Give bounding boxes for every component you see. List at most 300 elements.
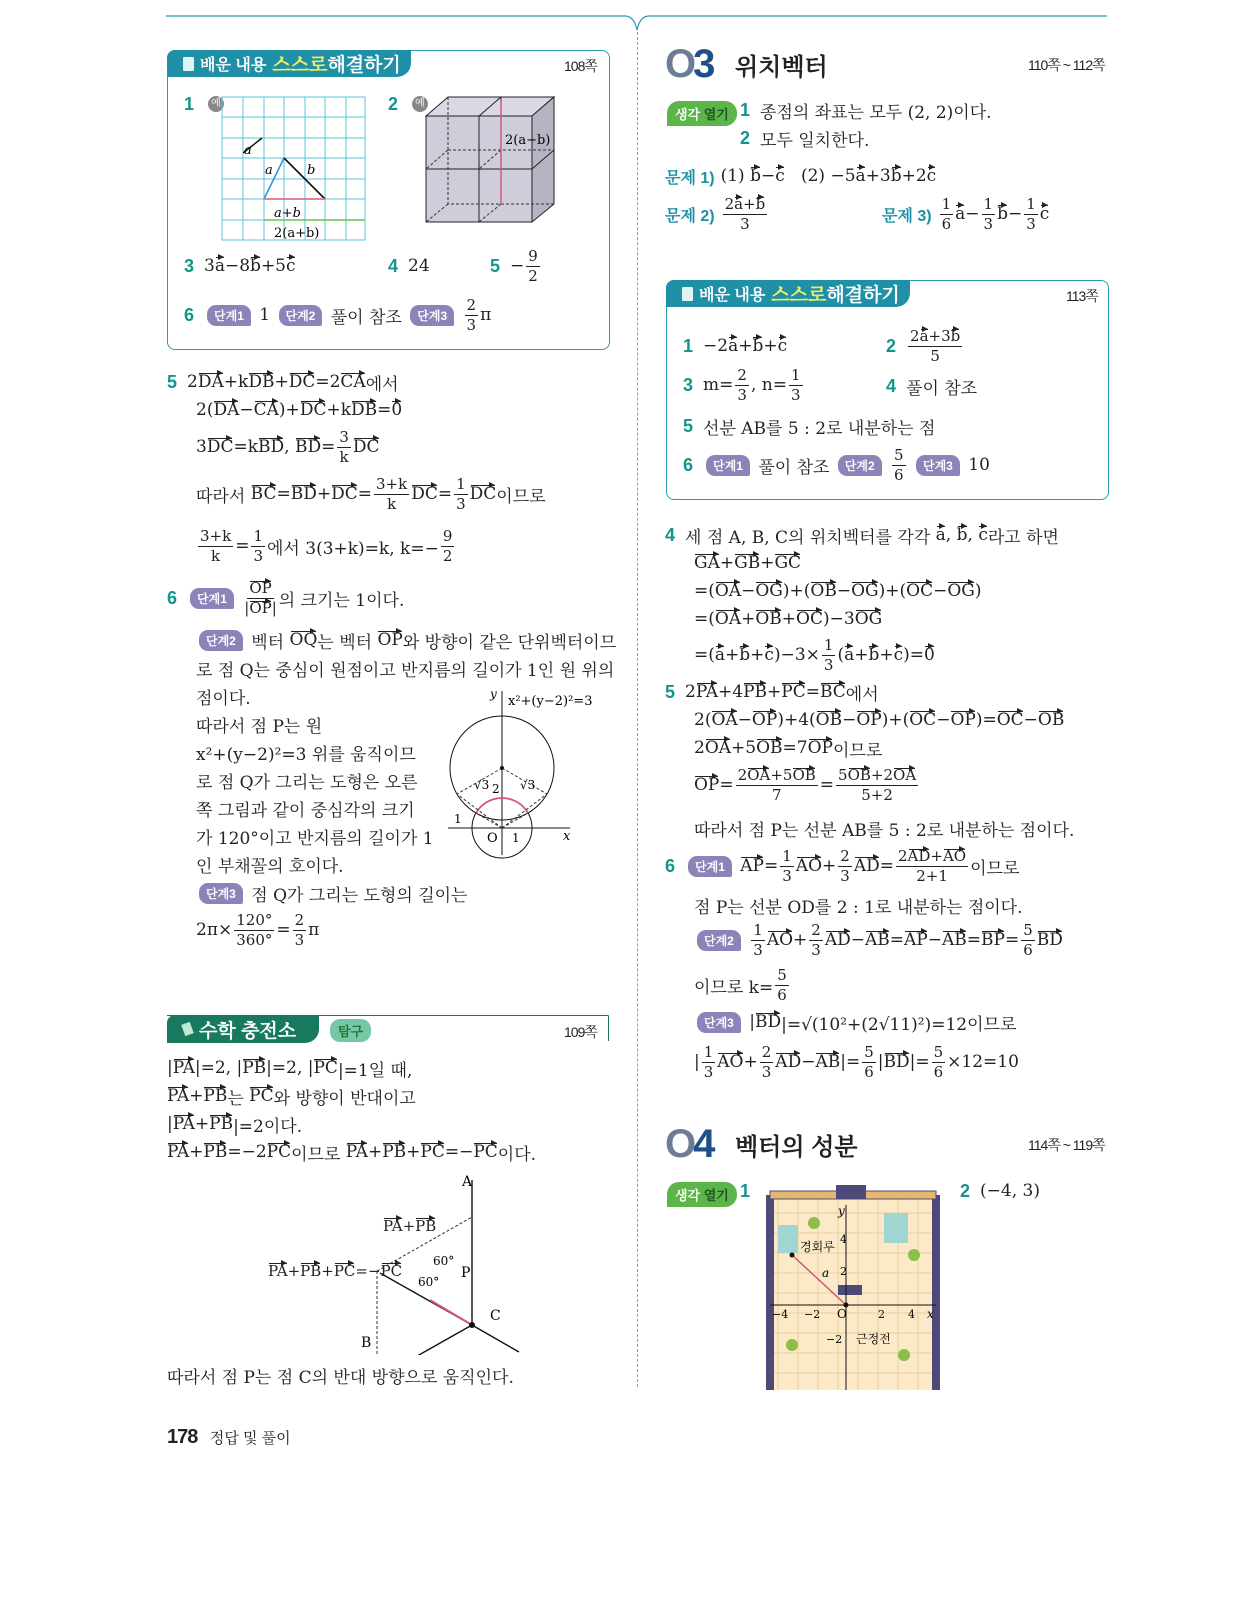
- vector: c: [926, 166, 937, 186]
- vector: a: [728, 336, 739, 356]
- vector: OB: [756, 738, 783, 758]
- math-text: 6: [894, 465, 904, 484]
- math-text: −: [760, 166, 776, 186]
- vector: a: [734, 195, 744, 213]
- vector: DC: [352, 437, 380, 457]
- vector-grid-figure: [218, 94, 368, 244]
- fraction: [465, 297, 479, 333]
- vector: DA: [197, 372, 224, 392]
- math-text: π: [308, 920, 320, 940]
- think-open-tag: [667, 101, 737, 126]
- total-label: [268, 1253, 402, 1289]
- vector: c: [286, 256, 296, 276]
- math-text: 의 크기는 1이다.: [278, 590, 405, 611]
- angle-label: 60°: [418, 1275, 440, 1289]
- vector: OB: [815, 710, 843, 730]
- vector: AO: [795, 856, 823, 876]
- numerator: [526, 248, 540, 267]
- book-icon: [183, 57, 194, 71]
- numerator: [735, 367, 749, 386]
- denominator: [443, 547, 453, 565]
- math-text: −: [927, 930, 942, 950]
- math-text: 2(: [694, 710, 712, 730]
- vector: BD: [755, 1012, 782, 1032]
- math-text: 라고 하면: [987, 527, 1059, 548]
- vector: 0: [924, 645, 935, 665]
- math-text: 따라서 점 P는 선분 AB를 5 : 2로 내분하는 점이다.: [694, 820, 1075, 841]
- math-text: 인 부채꼴의 호이다.: [196, 856, 344, 877]
- math-text: 2: [694, 738, 705, 758]
- solution-line: [196, 476, 546, 512]
- math-text: −2: [703, 336, 729, 356]
- vector: OQ: [289, 630, 318, 650]
- answer-3: [683, 367, 805, 403]
- math-text: ,: [945, 525, 957, 545]
- example-badge: 예: [412, 96, 428, 112]
- math-text: +: [763, 336, 778, 356]
- fraction: [892, 447, 906, 483]
- math-text: 5: [777, 966, 787, 984]
- vector: DC: [411, 484, 438, 504]
- math-text: −8: [224, 256, 251, 276]
- math-text: 모두 일치한다.: [760, 130, 870, 151]
- tag-part: 생각: [675, 1188, 701, 1203]
- math-text: −: [936, 710, 951, 730]
- solution-line: [694, 730, 882, 766]
- math-text: +: [719, 553, 735, 573]
- radius-label: √3: [474, 778, 490, 792]
- math-text: +: [189, 1142, 204, 1162]
- math-text: 이므로: [496, 486, 546, 507]
- math-text: +: [725, 645, 740, 665]
- fraction: [251, 528, 265, 564]
- math-text: 5: [894, 446, 904, 464]
- vector: OP: [249, 579, 272, 597]
- math-text: 2: [294, 911, 305, 929]
- math-text: +: [743, 195, 756, 213]
- self-solve-header: [666, 280, 910, 307]
- math-text: =: [805, 682, 820, 702]
- math-text: =: [377, 400, 392, 420]
- step-badge: 단계2: [838, 455, 882, 476]
- label-a: a: [265, 163, 273, 178]
- math-text: 24: [408, 256, 430, 276]
- page-range: 114쪽 ~ 119쪽: [1028, 1137, 1105, 1153]
- vector: CA: [253, 400, 279, 420]
- math-text: +: [194, 1114, 210, 1134]
- denominator: [737, 386, 747, 404]
- vector: b: [752, 336, 764, 356]
- math-text: 3: [737, 385, 747, 404]
- item-number: 6: [665, 855, 676, 876]
- solution-line: [694, 1004, 1016, 1040]
- vector: OA: [714, 609, 742, 629]
- math-text: 이므로: [833, 740, 883, 761]
- math-text: 1: [253, 527, 263, 545]
- fraction: [862, 1044, 876, 1080]
- math-text: 로 점 Q는 중심이 원점이고 반지름의 길이가 1인 원 위의: [196, 660, 615, 681]
- math-text: −: [965, 204, 980, 224]
- math-text: +4: [718, 682, 744, 702]
- math-text: 1: [456, 475, 466, 493]
- denominator: [1023, 941, 1033, 959]
- fraction: [234, 912, 274, 948]
- fraction: [374, 476, 409, 512]
- denominator: [894, 466, 904, 484]
- math-text: |=: [840, 1052, 861, 1072]
- math-text: +5: [770, 766, 793, 784]
- vector: PA: [172, 1114, 195, 1134]
- math-text: +3: [865, 166, 891, 186]
- math-text: 3: [983, 214, 994, 233]
- vector: a: [955, 204, 966, 224]
- math-text: =: [764, 856, 779, 876]
- math-text: =: [276, 484, 291, 504]
- fraction: [940, 196, 954, 232]
- numerator: [198, 528, 233, 547]
- vector: PC: [313, 1058, 338, 1078]
- math-text: (2) −5: [784, 166, 856, 186]
- math-text: =: [437, 484, 453, 504]
- math-text: −: [836, 581, 852, 601]
- math-text: 3: [253, 546, 263, 565]
- step-badge: 단계1: [190, 588, 234, 609]
- math-text: =(: [694, 609, 715, 629]
- math-text: +: [406, 1142, 421, 1162]
- vector: AD: [824, 930, 851, 950]
- y-axis-label: y: [490, 687, 497, 701]
- problem-label: 문제 2): [665, 207, 715, 225]
- denominator: [340, 448, 349, 466]
- denominator: [811, 941, 821, 959]
- item-number: 2: [740, 127, 751, 148]
- numerator: [736, 767, 818, 786]
- math-text: −: [239, 400, 254, 420]
- think-open-tag: [667, 1182, 737, 1207]
- math-text: 1: [253, 305, 276, 325]
- math-text: 로 점 Q가 그리는 도형은 오른: [196, 772, 418, 793]
- math-text: |: [167, 1058, 173, 1078]
- math-text: +: [316, 484, 332, 504]
- charge-line: [167, 1134, 536, 1170]
- section-number: [665, 1122, 712, 1167]
- vector: BD: [290, 484, 317, 504]
- denominator: [984, 215, 994, 233]
- denominator: [942, 215, 952, 233]
- math-text: ): [974, 581, 982, 601]
- item-number: 4: [886, 375, 897, 396]
- item-number: 4: [388, 255, 399, 276]
- math-text: ,: [284, 437, 295, 457]
- vector: OG: [947, 581, 975, 601]
- vector: AO: [717, 1052, 744, 1072]
- step-badge: 단계3: [916, 455, 960, 476]
- denominator: [916, 867, 948, 885]
- step-badge: 단계2: [279, 305, 323, 326]
- item-number: 5: [665, 681, 676, 702]
- vector: a: [855, 166, 866, 186]
- math-text: 1: [1026, 195, 1036, 213]
- math-text: 세 점 A, B, C의 위치벡터를 각각: [685, 527, 936, 548]
- vector: OG: [854, 609, 883, 629]
- vector: PB: [242, 1058, 267, 1078]
- step-badge: 단계1: [688, 856, 732, 877]
- math-text: 에서 3(3+k)=k, k=−: [267, 538, 439, 559]
- math-text: +5: [260, 256, 286, 276]
- vector-label: a: [822, 1266, 830, 1280]
- vector: DC: [206, 437, 234, 457]
- math-text: 3: [294, 930, 305, 949]
- solution-line: [694, 887, 1023, 923]
- step-badge: 단계3: [199, 883, 243, 904]
- vector: OB: [755, 609, 782, 629]
- denominator: [824, 656, 834, 674]
- math-text: )+(: [881, 710, 910, 730]
- numerator: [293, 912, 307, 931]
- math-text: 3+k: [376, 475, 408, 493]
- math-text: 2: [811, 921, 821, 939]
- item-number: 1: [184, 93, 195, 114]
- math-text: )+(: [782, 581, 811, 601]
- vector: PC: [781, 682, 806, 702]
- battery-icon: [181, 1022, 194, 1036]
- math-text: 선분 AB를 5 : 2로 내분하는 점: [703, 418, 936, 439]
- math-text: +: [274, 372, 289, 392]
- vector: PC: [473, 1142, 498, 1162]
- fraction: [838, 848, 852, 884]
- math-text: 3+k: [200, 527, 232, 545]
- math-text: 6: [777, 985, 787, 1004]
- math-text: −: [842, 710, 857, 730]
- math-text: +: [189, 1086, 204, 1106]
- math-text: 6: [941, 214, 952, 233]
- vector: PA: [172, 1058, 195, 1078]
- answer-4: [886, 368, 977, 404]
- vector: BD: [1036, 930, 1063, 950]
- math-text: x²+(y−2)²=3 위를 움직이므: [196, 744, 416, 765]
- vector: AP: [904, 930, 928, 950]
- item-number: 1: [683, 335, 694, 356]
- self-solve-header: [167, 50, 411, 77]
- numerator: [862, 1044, 876, 1063]
- numerator: [908, 328, 962, 347]
- fraction: [198, 528, 233, 564]
- math-text: π: [480, 305, 492, 325]
- vector: PA: [268, 1262, 288, 1280]
- math-text: 2: [897, 847, 908, 865]
- math-text: 는: [227, 1088, 250, 1109]
- vector: AP: [740, 856, 764, 876]
- math-text: [744, 930, 749, 950]
- vector: GA: [694, 553, 720, 573]
- denominator: [777, 986, 787, 1004]
- item-number: 5: [490, 255, 501, 276]
- math-text: k: [387, 494, 397, 513]
- math-text: =: [321, 437, 336, 457]
- item-number: 5: [683, 415, 694, 436]
- label-2-a-plus-b: 2(a+b): [274, 226, 320, 241]
- vector: OB: [847, 766, 871, 784]
- denominator: [861, 786, 893, 804]
- math-text: +: [741, 609, 756, 629]
- math-text: 점 P는 선분 OD를 2 : 1로 내분하는 점이다.: [694, 897, 1023, 918]
- fraction: [244, 580, 277, 616]
- denominator: [387, 495, 396, 513]
- vector: OA: [747, 766, 771, 784]
- math-text: +: [760, 553, 775, 573]
- tick-label: −2: [804, 1308, 821, 1321]
- tick-label: −4: [772, 1308, 789, 1321]
- math-text: =−: [355, 1262, 381, 1280]
- vector: OP: [807, 738, 833, 758]
- math-text: 6: [864, 1062, 874, 1081]
- problem-label: 문제 3): [882, 207, 932, 225]
- vector: GB: [734, 553, 761, 573]
- fraction: [1021, 922, 1035, 958]
- math-text: |: [271, 598, 277, 617]
- vector: OA: [714, 581, 742, 601]
- fraction: [775, 967, 789, 1003]
- step-badge: 단계3: [697, 1012, 741, 1033]
- circle-figure: [440, 685, 615, 865]
- header-highlight: 스스로: [771, 285, 827, 306]
- example-badge: 예: [208, 96, 224, 112]
- column-divider: [637, 32, 638, 1387]
- vector: a: [214, 256, 225, 276]
- math-text: 2: [910, 327, 920, 345]
- math-text: )+4(: [777, 710, 816, 730]
- section-title: 위치벡터: [735, 54, 828, 81]
- fraction: [908, 328, 962, 364]
- math-text: |=√(10²+(2√11)²)=12이므로: [781, 1014, 1017, 1035]
- answer-1: [683, 328, 787, 364]
- solution-line: [196, 912, 319, 948]
- center-label: 2: [492, 782, 500, 796]
- solution-line: [694, 810, 1074, 846]
- math-text: =: [966, 930, 982, 950]
- math-text: +: [793, 930, 808, 950]
- denominator: [244, 599, 277, 617]
- item-number: 1: [740, 99, 751, 120]
- numerator: [836, 767, 918, 786]
- math-text: 따라서: [196, 486, 251, 507]
- math-text: |=1일 때,: [337, 1060, 413, 1081]
- math-text: 이므로: [291, 1144, 346, 1165]
- math-text: 9: [442, 527, 453, 545]
- math-text: 이므로: [970, 858, 1020, 879]
- tick-label: 1: [454, 812, 462, 826]
- math-text: (−4, 3): [980, 1181, 1040, 1201]
- page-footer: [167, 1426, 291, 1449]
- vector: BC: [819, 682, 846, 702]
- math-text: 6: [1023, 940, 1033, 959]
- header-highlight: 스스로: [272, 55, 328, 76]
- page-number: 178: [167, 1426, 198, 1448]
- solution-line: [196, 875, 467, 911]
- vector: b: [950, 327, 961, 345]
- vector: OA: [893, 766, 917, 784]
- vector: OP: [377, 630, 403, 650]
- vector: b: [890, 166, 902, 186]
- fraction: [809, 922, 823, 958]
- numerator: [247, 580, 273, 599]
- fraction: [526, 248, 540, 284]
- item-number: 4: [665, 524, 676, 545]
- denominator: [791, 386, 801, 404]
- vector: b: [956, 525, 968, 545]
- numerator: [896, 848, 968, 867]
- math-text: 와 방향이 반대이고: [273, 1088, 416, 1109]
- place-label: 경회루: [800, 1240, 835, 1254]
- denominator: [753, 941, 763, 959]
- vector: c: [777, 336, 788, 356]
- math-text: +2: [901, 166, 927, 186]
- math-text: |: [743, 1012, 755, 1032]
- vector: BP: [981, 930, 1005, 950]
- vector: GC: [774, 553, 802, 573]
- math-text: −: [741, 581, 756, 601]
- item-number: 2: [960, 1180, 971, 1201]
- math-text: 1: [941, 195, 952, 213]
- math-text: +: [822, 856, 837, 876]
- math-text: 풀이 참조: [906, 378, 978, 399]
- vector: b: [750, 166, 761, 186]
- vector: PA: [167, 1086, 190, 1106]
- math-text: 는 벡터: [317, 632, 378, 653]
- vector: OC: [909, 710, 937, 730]
- vector: b: [868, 645, 880, 665]
- think-answer: [960, 1173, 1040, 1209]
- tag-part: 열기: [703, 107, 729, 122]
- solution-line: [665, 848, 1019, 884]
- answer-4: [388, 248, 430, 284]
- vector: PA: [345, 1142, 368, 1162]
- charge-title: 수학 충전소: [199, 1020, 297, 1042]
- tick-label: 2: [840, 1265, 847, 1278]
- math-text: 5: [1023, 921, 1033, 939]
- point-C: C: [490, 1308, 501, 1324]
- vector: BD: [258, 437, 285, 457]
- fraction: [751, 922, 765, 958]
- math-text: 3: [339, 428, 349, 446]
- vector: a: [919, 327, 929, 345]
- denominator: [934, 1063, 944, 1081]
- numerator: [751, 922, 765, 941]
- math-text: =: [235, 536, 250, 556]
- solution-line: [694, 967, 791, 1003]
- math-text: 3: [703, 1062, 714, 1081]
- numerator: [775, 967, 789, 986]
- vector: PC: [266, 1142, 292, 1162]
- charge-conclusion: [167, 1357, 514, 1393]
- vector: OP: [950, 710, 976, 730]
- numerator: [251, 528, 265, 547]
- numerator: [822, 637, 836, 656]
- numerator: [441, 528, 455, 547]
- item-number: 2: [886, 335, 897, 356]
- math-text: +: [743, 1052, 758, 1072]
- vector: PA: [695, 682, 718, 702]
- math-text: 2: [187, 372, 198, 392]
- math-text: +: [767, 682, 782, 702]
- vector: OP: [751, 710, 778, 730]
- math-text: −: [933, 581, 948, 601]
- math-text: ×12=10: [947, 1052, 1019, 1072]
- page-ref: 109쪽: [564, 1024, 597, 1040]
- math-text: 2: [737, 366, 747, 384]
- fraction: [780, 848, 794, 884]
- origin-label: O: [487, 831, 498, 846]
